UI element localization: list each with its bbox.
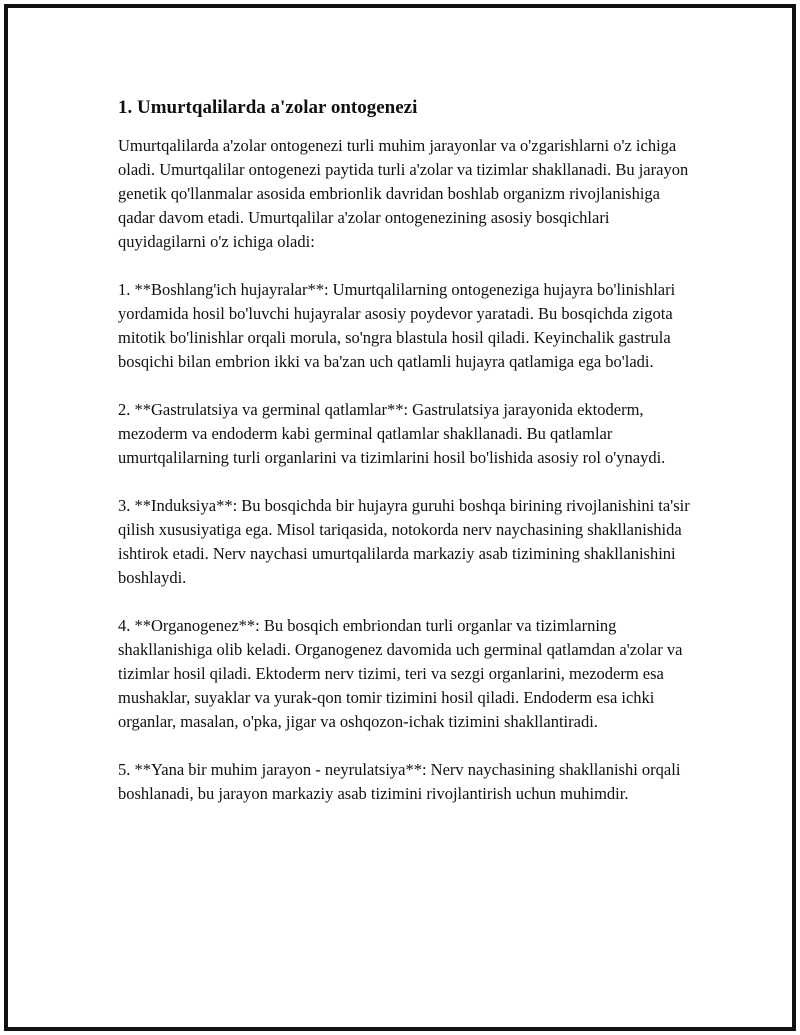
paragraph-organogenez: 4. **Organogenez**: Bu bosqich embriondan turli organlar va tizimlarning shakllanishiga olib keladi. Organogenez davomida uch germinal qatlamdan a'zolar va tizimlar hosil qiladi. Ektoderm nerv tizimi, teri va sezgi organlarini, mezoderm esa mushaklar, suyaklar va yurak-qon tomir tizimini hosil qiladi. Endoderm esa ichki organlar, masalan, o'pka, jigar va oshqozon-ichak tizimini shakllantiradi.	[118, 616, 683, 731]
intro-paragraph: Umurtqalilarda a'zolar ontogenezi turli muhim jarayonlar va o'zgarishlarni o'z ichiga oladi. Umurtqalilar ontogenezi paytida turli a'zolar va tizimlar shakllanadi. Bu jarayon genetik qo'llanmalar asosida embrionlik davridan boshlab organizm rivojlanishiga qadar davom etadi. Umurtqalilar a'zolar ontogenezining asosiy bosqichlari quyidagilarni o'z ichiga oladi:	[118, 136, 689, 251]
paragraph-induksiya: 3. **Induksiya**: Bu bosqichda bir hujayra guruhi boshqa birining rivojlanishini ta'sir qilish xususiyatiga ega. Misol tariqasida, notokorda nerv naychasining shakllanishida ishtirok etadi. Nerv naychasi umurtqalilarda markaziy asab tizimining shakllanishini boshlaydi.	[118, 496, 690, 587]
paragraph-neyrulatsiya: 5. **Yana bir muhim jarayon - neyrulatsiya**: Nerv naychasining shakllanishi orqali boshlanadi, bu jarayon markaziy asab tizimini rivojlantirish uchun muhimdir.	[118, 760, 681, 803]
paragraph-boshlangich-hujayralar: 1. **Boshlang'ich hujayralar**: Umurtqalilarning ontogeneziga hujayra bo'linishlari yordamida hosil bo'luvchi hujayralar asosiy poydevor yaratadi. Bu bosqichda zigota mitotik bo'linishlar orqali morula, so'ngra blastula hosil qiladi. Keyinchalik gastrula bosqichi bilan embrion ikki va ba'zan uch qatlamli hujayra qatlamiga ega bo'ladi.	[118, 280, 676, 371]
section-heading: 1. Umurtqalilarda a'zolar ontogenezi	[118, 97, 418, 118]
document-body	[118, 96, 690, 806]
paragraph-gastrulatsiya: 2. **Gastrulatsiya va germinal qatlamlar**: Gastrulatsiya jarayonida ektoderm, mezoderm va endoderm kabi germinal qatlamlar shakllanadi. Bu qatlamlar umurtqalilarning turli organlarini va tizimlarini hosil bo'lishida asosiy rol o'ynaydi.	[118, 400, 666, 467]
